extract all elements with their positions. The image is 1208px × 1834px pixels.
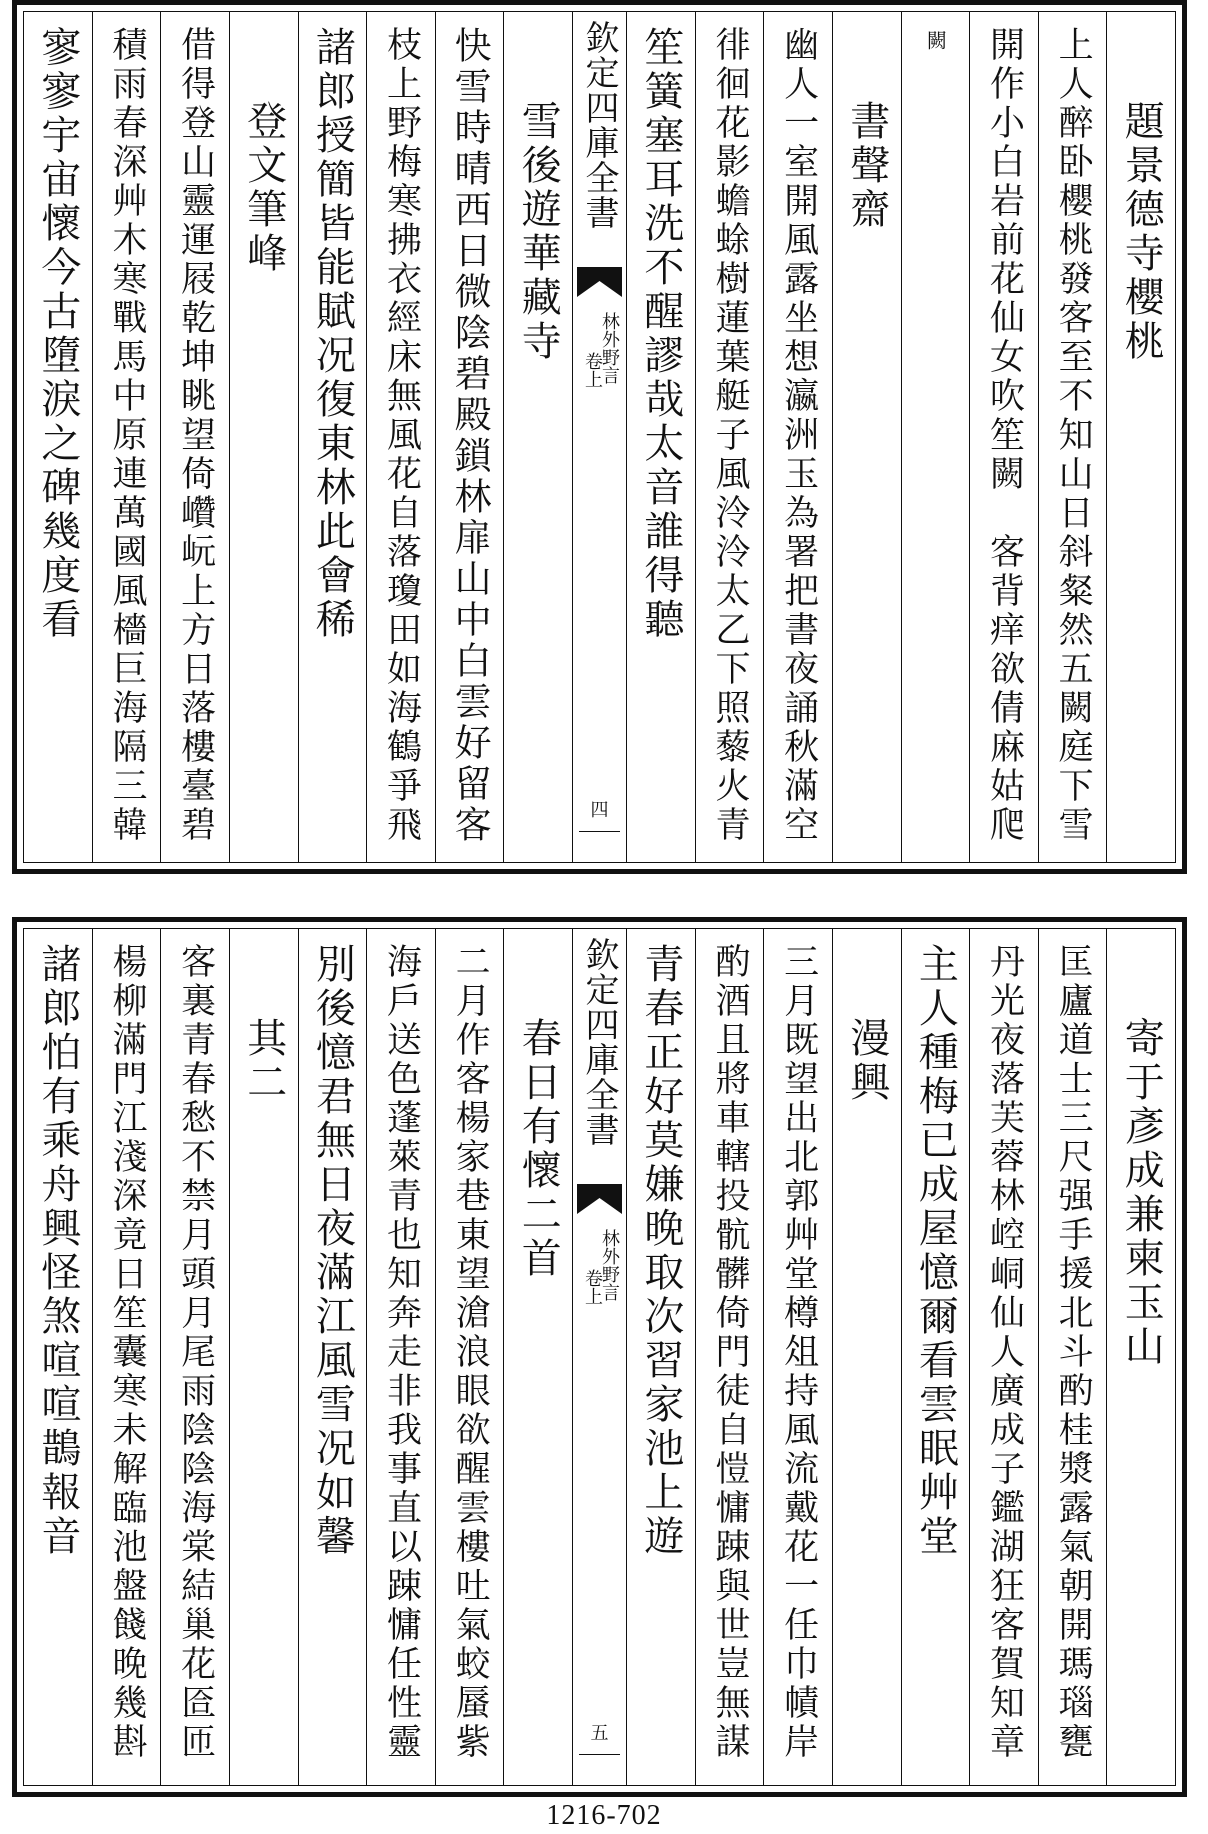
verse-column <box>1038 12 1107 862</box>
verse-column <box>763 929 832 1785</box>
folio-number: 四 <box>590 800 609 821</box>
verse-text: 闕 <box>923 30 948 52</box>
verse-column <box>695 12 764 862</box>
verse-text: 主人種梅已成屋憶爾看雲眠艸堂 <box>912 943 959 1559</box>
poem-title-column <box>1106 12 1175 862</box>
folio-rule <box>579 831 620 833</box>
fish-tail-mark-icon <box>577 267 622 297</box>
verse-text: 青春正好莫嫌晚取次習家池上遊 <box>637 943 684 1559</box>
verse-column <box>366 929 435 1785</box>
poem-title-column <box>832 12 901 862</box>
verse-column <box>695 929 764 1785</box>
verse-column <box>160 929 229 1785</box>
poem-title: 雪後遊華藏寺 <box>515 100 562 364</box>
verse-column <box>92 12 161 862</box>
folio-number: 五 <box>590 1723 609 1744</box>
verse-text: 酌酒且將車轄投骯髒倚門徒自愷慵踈與世豈無謀 <box>709 943 750 1762</box>
poem-title: 寄于彥成兼柬玉山 <box>1118 1017 1165 1369</box>
verse-column <box>626 12 695 862</box>
verse-text: 二月作客楊家巷東望滄浪眼欲醒雲樓吐氣蛟蜃紫 <box>450 943 491 1762</box>
verse-column <box>969 12 1038 862</box>
verse-column <box>626 929 695 1785</box>
center-fold-column <box>572 12 626 862</box>
juan-label: 卷上 <box>582 1269 603 1305</box>
work-title: 林外野言 <box>599 1229 620 1301</box>
collection-title: 欽定四庫全書 <box>579 937 619 1147</box>
verse-column <box>1038 929 1107 1785</box>
poem-title: 書聲齋 <box>843 100 890 232</box>
page-number-footer: 1216-702 <box>546 1800 662 1831</box>
verse-text: 丹光夜落芙蓉林崆峒仙人廣成子鑑湖狂客賀知章 <box>984 943 1025 1762</box>
verse-text: 徘徊花影蟾蜍樹蓮葉艇子風泠泠太乙下照藜火青 <box>709 26 750 845</box>
poem-title-column <box>229 12 298 862</box>
verse-column <box>435 929 504 1785</box>
collection-title: 欽定四庫全書 <box>579 20 619 230</box>
verse-text: 三月既望出北郭艸堂樽俎持風流戴花一任巾幘岸 <box>778 943 819 1762</box>
juan-label: 卷上 <box>582 352 603 388</box>
verse-text: 匡廬道士三尺强手援北斗酌桂漿露氣朝開瑪瑙甕 <box>1053 943 1094 1762</box>
poem-title: 題景德寺櫻桃 <box>1118 100 1165 364</box>
page-bottom-frame <box>23 928 1176 1786</box>
work-title: 林外野言 <box>599 312 620 384</box>
verse-column <box>92 929 161 1785</box>
page-top <box>12 0 1187 874</box>
verse-text: 枝上野梅寒拂衣經床無風花自落瓊田如海鶴爭飛 <box>381 26 422 845</box>
verse-text: 積雨春深艸木寒戰馬中原連萬國風檣巨海隔三韓 <box>106 26 147 845</box>
verse-text: 諸郎怕有乘舟興怪煞喧喧鵲報音 <box>34 943 81 1559</box>
verse-text: 上人醉卧櫻桃發客至不知山日斜粲然五闕庭下雪 <box>1053 26 1094 845</box>
poem-title-column <box>1106 929 1175 1785</box>
verse-text: 客裏青春愁不禁月頭月尾雨陰陰海棠結巢花匼匝 <box>175 943 216 1762</box>
lacuna-note-column <box>901 12 970 862</box>
verse-column <box>24 929 92 1785</box>
page-top-columns <box>24 12 1175 862</box>
poem-title-column <box>229 929 298 1785</box>
page-bottom-columns <box>24 929 1175 1785</box>
verse-text: 諸郎授簡皆能賦况復東林此會稀 <box>309 26 356 642</box>
verse-text: 開作小白岩前花仙女吹笙闕 客背痒欲倩麻姑爬 <box>984 26 1025 845</box>
verse-column <box>298 12 367 862</box>
page-bottom <box>12 917 1187 1797</box>
verse-text: 幽人一室開風露坐想瀛洲玉為署把書夜誦秋滿空 <box>778 26 819 845</box>
verse-text: 寥寥宇宙懷今古墮淚之碑幾度看 <box>34 26 81 642</box>
poem-title-column <box>503 12 572 862</box>
verse-column <box>435 12 504 862</box>
verse-column <box>298 929 367 1785</box>
folio-rule <box>579 1754 620 1756</box>
verse-text: 笙簧塞耳洗不醒謬哉太音誰得聽 <box>637 26 684 642</box>
verse-text: 別後憶君無日夜滿江風雪况如馨 <box>309 943 356 1559</box>
poem-title-column <box>503 929 572 1785</box>
poem-title: 漫興 <box>843 1017 890 1105</box>
poem-title: 登文筆峰 <box>240 100 287 276</box>
page-top-frame <box>23 11 1176 863</box>
verse-column <box>366 12 435 862</box>
verse-column <box>763 12 832 862</box>
poem-title: 其二 <box>240 1017 287 1105</box>
verse-column <box>969 929 1038 1785</box>
verse-text: 海戶送色蓬萊青也知奔走非我事直以踈慵任性靈 <box>381 943 422 1762</box>
poem-title: 春日有懷二首 <box>515 1017 562 1281</box>
verse-text: 借得登山靈運屐乾坤眺望倚巑岏上方日落樓臺碧 <box>175 26 216 845</box>
center-fold-column <box>572 929 626 1785</box>
verse-text: 楊柳滿門江淺深竟日笙囊寒未解臨池盤餞晚幾斟 <box>106 943 147 1762</box>
verse-column <box>160 12 229 862</box>
verse-text: 快雪時晴西日微陰碧殿鎖林扉山中白雲好留客 <box>448 26 492 846</box>
fish-tail-mark-icon <box>577 1184 622 1214</box>
verse-column <box>901 929 970 1785</box>
verse-column <box>24 12 92 862</box>
poem-title-column <box>832 929 901 1785</box>
